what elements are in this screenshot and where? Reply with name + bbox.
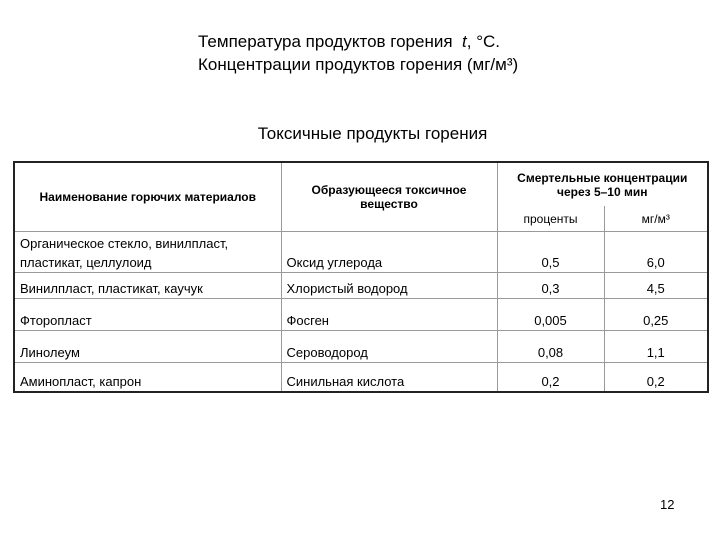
cell-percent: 0,2 (497, 363, 604, 393)
page-number: 12 (660, 497, 675, 512)
table-row (14, 331, 708, 363)
header-material: Наименование горючих материалов (14, 162, 281, 232)
cell-substance: Синильная кислота (281, 363, 497, 393)
header-mg-per-m3: мг/м³ (604, 206, 708, 232)
cell-mg: 0,25 (604, 299, 708, 331)
cell-material: Органическое стекло, винилпласт, пластикат, целлулоид (14, 232, 281, 273)
cell-material: Линолеум (14, 331, 281, 363)
cell-substance: Фосген (281, 299, 497, 331)
heading-concentration-line: Концентрации продуктов горения (мг/м³) (198, 55, 519, 74)
cell-material: Фторопласт (14, 299, 281, 331)
cell-material: Винилпласт, пластикат, каучук (14, 273, 281, 299)
cell-mg: 1,1 (604, 331, 708, 363)
table-row (14, 363, 708, 393)
header-percent: проценты (497, 206, 604, 232)
toxic-products-subtitle: Токсичные продукты горения (257, 124, 488, 143)
heading-temperature-variable: t (462, 32, 467, 51)
header-substance: Образующееся токсичное вещество (281, 162, 497, 232)
cell-mg: 0,2 (646, 374, 665, 389)
heading-temperature-unit: , °C. (466, 32, 500, 51)
cell-substance: Сероводород (281, 331, 497, 363)
cell-percent: 0,08 (497, 331, 604, 363)
cell-percent: 0,5 (497, 232, 604, 273)
table-header (14, 162, 708, 232)
page-heading (198, 30, 518, 76)
table-row (14, 299, 708, 331)
cell-mg: 6,0 (604, 232, 708, 273)
cell-percent: 0,005 (497, 299, 604, 331)
cell-substance: Оксид углерода (281, 232, 497, 273)
table-row (14, 273, 708, 299)
heading-temperature-line (198, 30, 518, 53)
cell-percent: 0,3 (497, 273, 604, 299)
table-row (14, 232, 708, 273)
heading-temperature-text: Температура продуктов горения (198, 32, 453, 51)
header-lethal-concentration: Смертельные концентрации через 5–10 мин (517, 170, 688, 199)
cell-mg: 4,5 (604, 273, 708, 299)
cell-substance: Хлористый водород (281, 273, 497, 299)
toxic-products-table (13, 161, 709, 393)
cell-material: Аминопласт, капрон (14, 363, 281, 393)
